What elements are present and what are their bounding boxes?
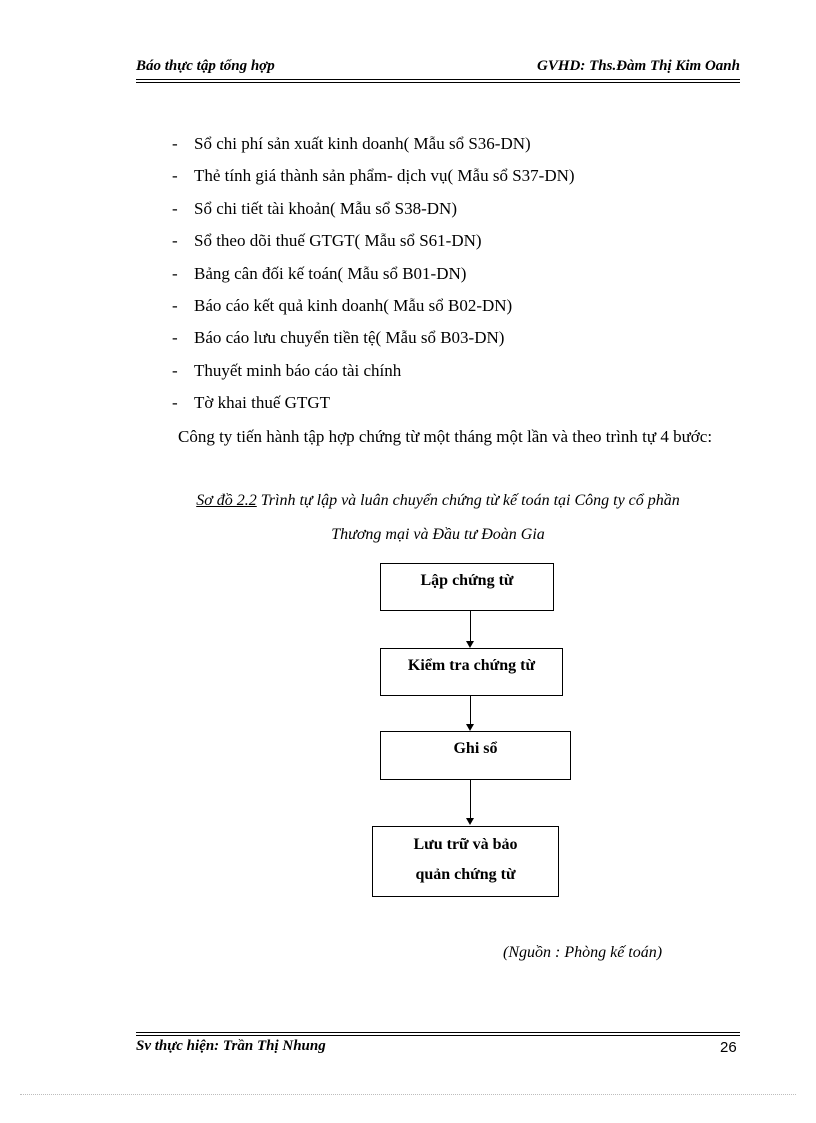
list-bullet: - [172, 198, 178, 218]
flow-step-4-line-1: Lưu trữ và bảo [413, 836, 518, 853]
list-bullet: - [172, 295, 178, 315]
list-bullet: - [172, 166, 178, 186]
flow-arrow-3 [470, 779, 471, 819]
caption-line-2: Thương mại và Đầu tư Đoàn Gia [331, 526, 545, 543]
header-supervisor: GVHD: Ths.Đàm Thị Kim Oanh [537, 58, 740, 74]
header-rule [136, 79, 740, 80]
caption-line-1 [136, 484, 740, 518]
list-item-text: Tờ khai thuế GTGT [194, 393, 330, 413]
list-item [172, 225, 575, 257]
body-paragraph: Công ty tiến hành tập hợp chứng từ một tháng một lần và theo trình tự 4 bước: [178, 427, 713, 446]
flow-step-2-label: Kiểm tra chứng từ [407, 657, 536, 674]
flow-step-3 [380, 731, 571, 780]
list-item-text: Sổ theo dõi thuế GTGT( Mẫu sổ S61-DN) [194, 231, 482, 251]
flow-step-3-label: Ghi sổ [453, 740, 498, 757]
flow-step-4 [372, 826, 559, 897]
header-report-title: Báo thực tập tổng hợp [136, 58, 275, 74]
caption-text-1: Trình tự lập và luân chuyển chứng từ kế toán tại Công ty cổ phần [256, 492, 680, 509]
list-item [172, 322, 575, 354]
header-rule-thin [136, 82, 740, 83]
footer-rule [136, 1032, 740, 1033]
page-header [136, 56, 740, 78]
document-list [172, 128, 575, 420]
flow-step-4-line-2: quản chứng từ [415, 866, 516, 883]
page-bottom-divider [20, 1094, 796, 1095]
list-item [172, 193, 575, 225]
list-item-text: Thuyết minh báo cáo tài chính [194, 360, 402, 380]
list-item-text: Sổ chi tiết tài khoản( Mẫu sổ S38-DN) [194, 198, 457, 218]
flow-step-2 [380, 648, 563, 696]
list-item [172, 128, 575, 160]
footer-author: Sv thực hiện: Trần Thị Nhung [136, 1038, 326, 1054]
flow-arrowhead-3 [466, 818, 474, 825]
list-item-text: Báo cáo lưu chuyển tiền tệ( Mẫu sổ B03-DN) [194, 328, 505, 348]
list-bullet: - [172, 360, 178, 380]
list-item [172, 387, 575, 419]
list-item-text: Sổ chi phí sản xuất kinh doanh( Mẫu sổ S36-DN) [194, 134, 531, 153]
flow-arrowhead-1 [466, 641, 474, 648]
list-item [172, 355, 575, 387]
list-item [172, 290, 575, 322]
list-item-text: Thẻ tính giá thành sản phẩm- dịch vụ( Mẫu sổ S37-DN) [194, 166, 575, 186]
flow-step-1-label: Lập chứng từ [420, 572, 514, 589]
list-item [172, 160, 575, 192]
footer-rule-thin [136, 1035, 740, 1036]
list-item-text: Bảng cân đối kế toán( Mẫu sổ B01-DN) [194, 263, 467, 283]
list-bullet: - [172, 328, 178, 348]
flow-step-1 [380, 563, 554, 611]
caption-label: Sơ đồ 2.2 [196, 492, 257, 509]
source-note: (Nguồn : Phòng kế toán) [503, 944, 663, 961]
page-number: 26 [720, 1039, 737, 1056]
list-bullet: - [172, 263, 178, 283]
list-item-text: Báo cáo kết quả kinh doanh( Mẫu sổ B02-DN) [194, 295, 513, 315]
list-bullet: - [172, 134, 178, 153]
flow-arrow-1 [470, 610, 471, 642]
flow-arrowhead-2 [466, 724, 474, 731]
list-bullet: - [172, 393, 178, 413]
list-item [172, 258, 575, 290]
figure-caption [136, 484, 740, 552]
flow-arrow-2 [470, 695, 471, 725]
list-bullet: - [172, 231, 178, 251]
